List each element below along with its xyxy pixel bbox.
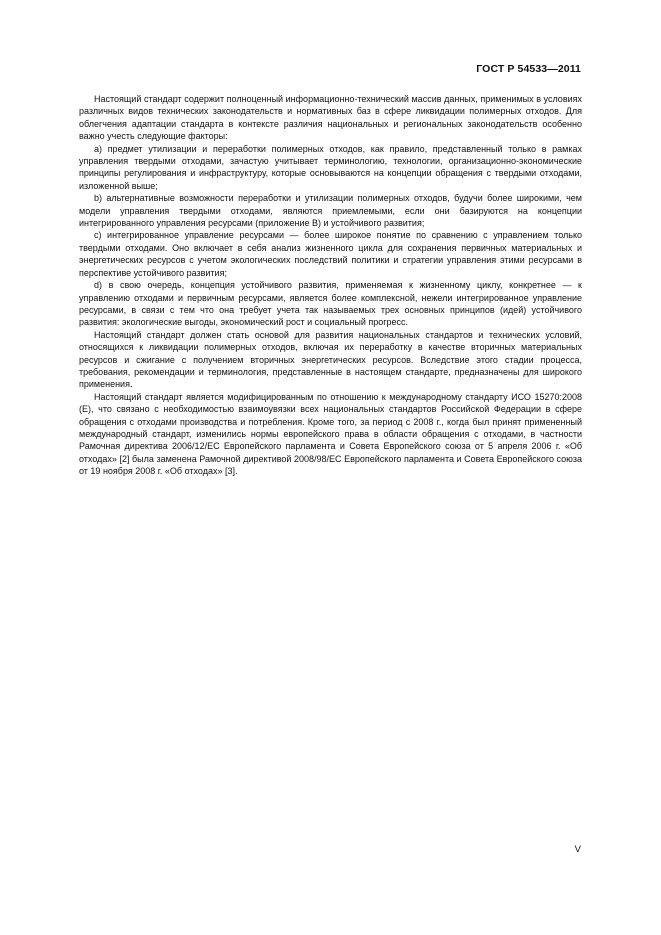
standard-id-header: ГОСТ Р 54533—2011 <box>476 63 581 75</box>
body-text <box>79 93 582 478</box>
paragraph-intro: Настоящий стандарт содержит полноценный информационно-технический массив данных, применимых в условиях различных видов технических законодательств и нормативных баз в сфере ликвидации полимерных отходов. Для облегчения адаптации стандарта в контексте различия национальных и региональных законодательств особенно важно учесть следующие факторы: <box>79 94 582 142</box>
paragraph-item-d: d) в свою очередь, концепция устойчивого развития, применяемая к жизненному циклу, конкретнее — к управлению отходами и первичным ресурсами, является более комплексной, нежели интегрированное управление ресурсами, в связи с тем что она требует учета так называемых трех основных принципов (идей) устойчивого развития: экологические выгоды, экономический рост и социальный прогресс. <box>79 280 582 328</box>
paragraph-item-b: b) альтернативные возможности переработки и утилизации полимерных отходов, будучи более широкими, чем модели управления твердыми отходами, являются приемлемыми, если они базируются на концепции интегрированного управления ресурсами (приложение В) и устойчивого развития; <box>79 193 582 229</box>
paragraph-basis: Настоящий стандарт должен стать основой для развития национальных стандартов и технических условий, относящихся к ликвидации полимерных отходов, включая их переработку в качестве вторичных материальных ресурсов и сжигание с получением вторичных энергетических ресурсов. Вследствие этого стадии процесса, требования, рекомендации и терминология, представленные в настоящем стандарте, предназначены для широкого применения. <box>79 329 582 390</box>
page-number: V <box>574 844 581 855</box>
paragraph-item-a: a) предмет утилизации и переработки полимерных отходов, как правило, представленный только в рамках управления твердыми отходами, зачастую учитывает терминологию, технологии, организационно-экономические принципы регулирования и инфраструктуру, которые основываются на концепции обращения с твердыми отходами, изложенной выше; <box>79 143 582 191</box>
paragraph-item-c: c) интегрированное управление ресурсами — более широкое понятие по сравнению с управлением только твердыми отходами. Оно включает в себя анализ жизненного цикла для сохранения первичных материальных и энергетических ресурсов с учетом экологических последствий политики и стратегии управления этими ресурсами в перспективе устойчивого развития; <box>79 230 582 278</box>
paragraph-modification: Настоящий стандарт является модифицированным по отношению к международному стандарту ИСО 15270:2008 (Е), что связано с необходимостью взаимоувязки всех национальных стандартов Российской Федерации в сфере обращения с отходами производства и потребления. Кроме того, за период с 2008 г., когда был принят примененный международный стандарт, изменились нормы европейского права в области обращения с отходами, в частности Рамочная директива 2006/12/ЕС Европейского парламента и Совета Европейского союза от 5 апреля 2006 г. «Об отходах» [2] была заменена Рамочной директивой 2008/98/ЕС Европейского парламента и Совета Европейского союза от 19 ноября 2008 г. «Об отходах» [3]. <box>79 391 582 477</box>
